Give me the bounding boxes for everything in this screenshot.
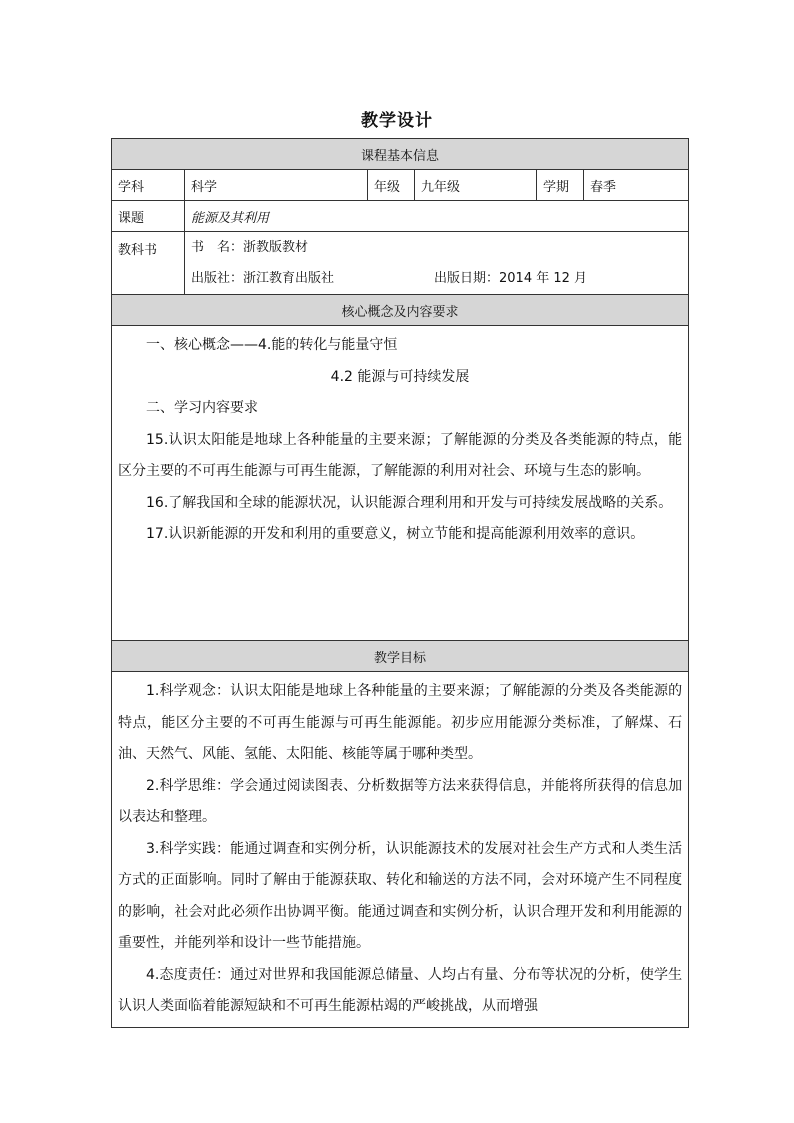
page-title: 教学设计 [361,111,433,131]
term-value: 春季 [584,170,689,201]
publisher-line [185,263,688,294]
goal-item: 4.态度责任：通过对世界和我国能源总储量、人均占有量、分布等状况的分析，使学生认识人类面临着能源短缺和不可再生能源枯竭的严峻挑战，从而增强 [118,966,683,1014]
grade-label: 年级 [368,170,415,201]
topic-value: 能源及其利用 [185,201,689,232]
topic-label: 课题 [112,201,185,232]
lesson-plan-table [111,138,689,1028]
requirement-item: 15.认识太阳能是地球上各种能量的主要来源；了解能源的分类及各类能源的特点，能区分主要的不可再生能源与可再生能源，了解能源的利用对社会、环境与生态的影响。 [118,431,683,479]
book-name: 书 名：浙教版教材 [191,240,309,255]
goal-item: 2.科学思维：学会通过阅读图表、分析数据等方法来获得信息，并能将所获得的信息加以表达和整理。 [118,777,683,825]
textbook-label: 教科书 [112,232,185,295]
requirement-item: 17.认识新能源的开发和利用的重要意义，树立节能和提高能源利用效率的意识。 [146,526,645,542]
core-concept-heading: 一、核心概念——4.能的转化与能量守恒 [146,337,398,353]
core-subtopic: 4.2 能源与可持续发展 [330,368,470,385]
requirement-item: 16.了解我国和全球的能源状况，认识能源合理利用和开发与可持续发展战略的关系。 [146,494,673,511]
subject-label: 学科 [112,170,185,201]
publisher: 出版社：浙江教育出版社 [191,271,335,286]
grade-value: 九年级 [415,170,537,201]
section-header-basic-info: 课程基本信息 [112,139,689,170]
goal-item: 3.科学实践：能通过调查和实例分析，认识能源技术的发展对社会生产方式和人类生活方式的正面影响。同时了解由于能源获取、转化和输送的方法不同，会对环境产生不同程度的影响，社会对此必须作出协调平衡。能通过调查和实例分析，认识合理开发和利用能源的重要性，并能列举和设计一些节能措施。 [118,840,683,951]
core-content [112,326,689,641]
term-label: 学期 [537,170,584,201]
learning-requirements-heading: 二、学习内容要求 [146,400,258,416]
publish-date: 出版日期：2014 年 12 月 [434,271,588,286]
textbook-info [185,232,689,295]
section-header-goals: 教学目标 [112,641,689,672]
subject-value: 科学 [185,170,368,201]
goal-item: 1.科学观念：认识太阳能是地球上各种能量的主要来源；了解能源的分类及各类能源的特点，能区分主要的不可再生能源与可再生能源能。初步应用能源分类标准，了解煤、石油、天然气、风能、氢能、太阳能、核能等属于哪种类型。 [118,683,683,762]
goals-content [112,672,689,1028]
section-header-core: 核心概念及内容要求 [112,295,689,326]
